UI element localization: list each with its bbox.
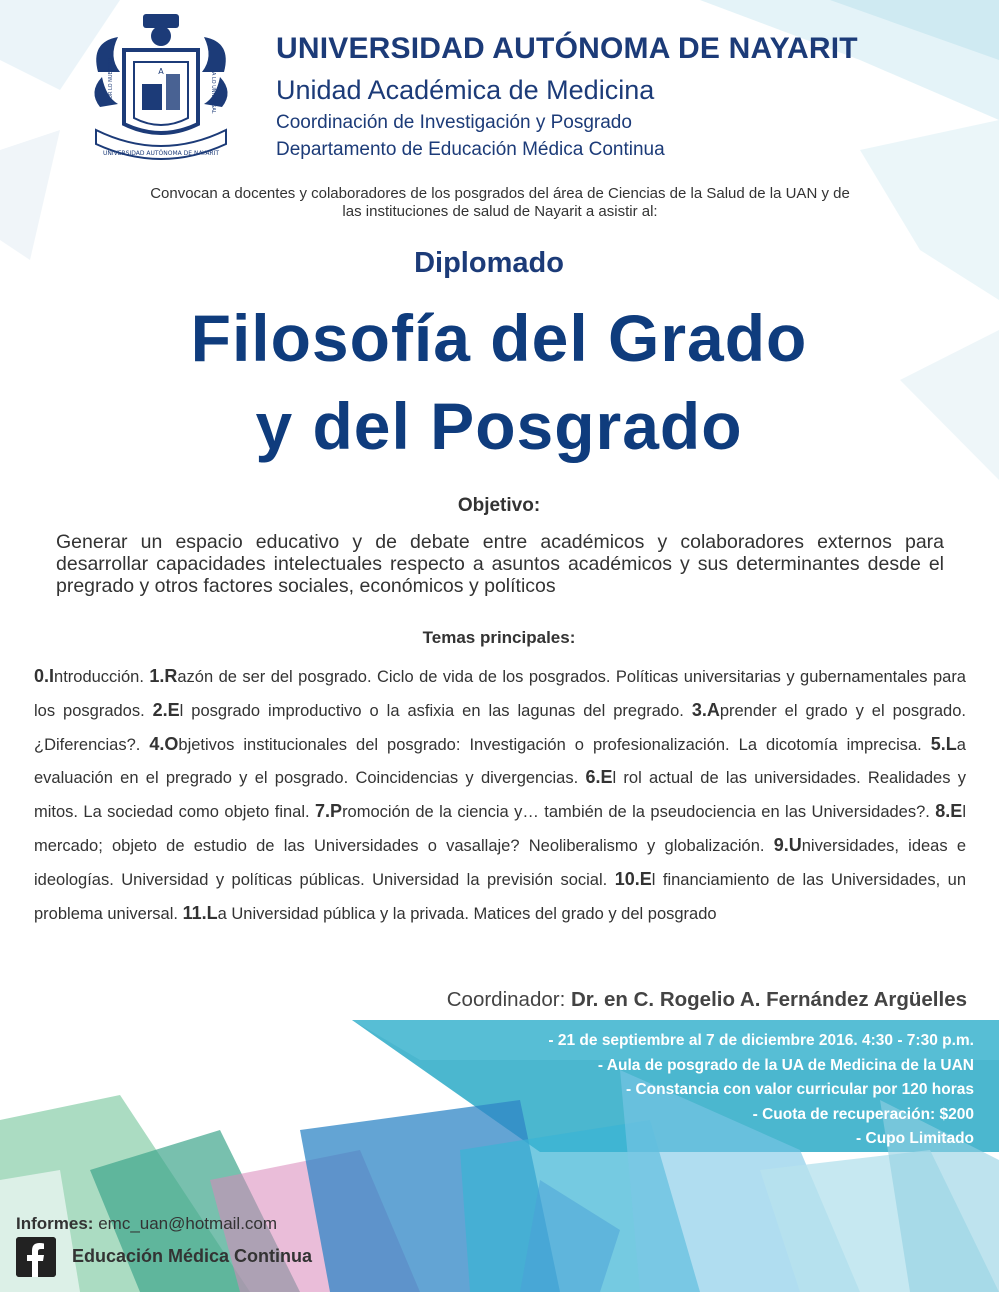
department: Departamento de Educación Médica Continua [276, 139, 665, 160]
event-details [548, 1029, 974, 1152]
topic-number: 6.E [585, 767, 613, 788]
invitation-text: Convocan a docentes y colaboradores de los posgrados del área de Ciencias de la Salud de la UAN y de las instituciones de salud de Nayarit a asistir al: [150, 185, 850, 220]
topic-number: 10.E [614, 868, 652, 889]
objective-text: Generar un espacio educativo y de debate entre académicos y colaboradores externos para desarrollar capacidades intelectuales respecto a asuntos académicos y sus determinantes desde el pregrado y otros factores sociales, económicos y políticos [56, 531, 944, 597]
coordinator-name: Dr. en C. Rogelio A. Fernández Argüelles [570, 988, 967, 1011]
topic-number: 7.P [315, 801, 343, 822]
detail-certificate: - Constancia con valor curricular por 120 horas [625, 1081, 974, 1098]
objective-label: Objetivo: [457, 495, 541, 516]
seal-motto-right: A LO UNIVERSAL [210, 72, 216, 114]
detail-fee: - Cuota de recuperación: $200 [752, 1105, 974, 1123]
topic-number: 4.O [149, 733, 179, 754]
topic-number: 9.U [773, 834, 802, 855]
detail-dates: - 21 de septiembre al 7 de diciembre 2016. 4:30 - 7:30 p.m. [548, 1032, 974, 1049]
topic-text: a Universidad pública y la privada. Matices del grado y del posgrado [217, 904, 717, 923]
seal-letter: A [158, 67, 164, 76]
academic-unit: Unidad Académica de Medicina [276, 75, 655, 105]
topic-text: azón de ser del posgrado. Ciclo de vida de los posgrados. Políticas universitarias y gubernamentales para los posgrados. [34, 668, 966, 720]
topic-text: niversidades, ideas e ideologías. Universidad y políticas públicas. Universidad la previsión social. [34, 836, 966, 889]
topic-text: prender el grado y el posgrado. ¿Diferencias?. [34, 701, 966, 754]
contact-email[interactable]: emc_uan@hotmail.com [98, 1214, 278, 1233]
facebook-icon[interactable] [16, 1237, 56, 1277]
coordinator-label: Coordinador: [446, 988, 566, 1011]
contact-label: Informes: [16, 1214, 94, 1233]
topics-label: Temas principales: [422, 628, 576, 647]
university-seal [88, 12, 234, 168]
program-type: Diplomado [414, 247, 564, 279]
coordinator [447, 988, 967, 1012]
coordination: Coordinación de Investigación y Posgrado [276, 112, 632, 133]
topic-number: 0.I [34, 666, 55, 686]
topic-text: l mercado; objeto de estudio de las Universidades o vasallaje? Neoliberalismo y globalización. [34, 803, 966, 855]
university-name: UNIVERSIDAD AUTÓNOMA DE NAYARIT [276, 32, 858, 65]
program-title-line2: y del Posgrado [255, 389, 743, 463]
topic-number: 2.E [152, 699, 180, 720]
topic-text: ntroducción. [54, 668, 144, 686]
facebook-page-name[interactable]: Educación Médica Continua [72, 1246, 313, 1266]
program-title-line1: Filosofía del Grado [190, 301, 808, 375]
contact-info [16, 1214, 277, 1234]
topic-text: l posgrado improductivo o la asfixia en las lagunas del pregrado. [179, 701, 684, 720]
topic-number: 3.A [691, 699, 720, 720]
topic-text: a evaluación en el pregrado y el posgrado. Coincidencias y divergencias. [34, 735, 966, 788]
topic-text: bjetivos institucionales del posgrado: Investigación o profesionalización. La dicotomía imprecisa. [178, 735, 922, 754]
seal-motto-left: POR LO NUESTRO [108, 57, 114, 102]
topic-text: romoción de la ciencia y… también de la pseudociencia en las Universidades?. [342, 803, 930, 822]
topic-number: 1.R [149, 666, 178, 686]
seal-bottom-text: UNIVERSIDAD AUTÓNOMA DE NAYARIT [102, 150, 220, 157]
topic-number: 8.E [935, 801, 963, 822]
topics-list [34, 660, 966, 930]
detail-location: - Aula de posgrado de la UA de Medicina de la UAN [597, 1056, 974, 1074]
detail-capacity: - Cupo Limitado [856, 1130, 974, 1147]
topic-text: l rol actual de las universidades. Realidades y mitos. La sociedad como objeto final. [34, 769, 966, 822]
topic-text: l financiamiento de las Universidades, un problema universal. [34, 870, 966, 923]
topic-number: 5.L [930, 733, 957, 754]
topic-number: 11.L [182, 902, 218, 923]
